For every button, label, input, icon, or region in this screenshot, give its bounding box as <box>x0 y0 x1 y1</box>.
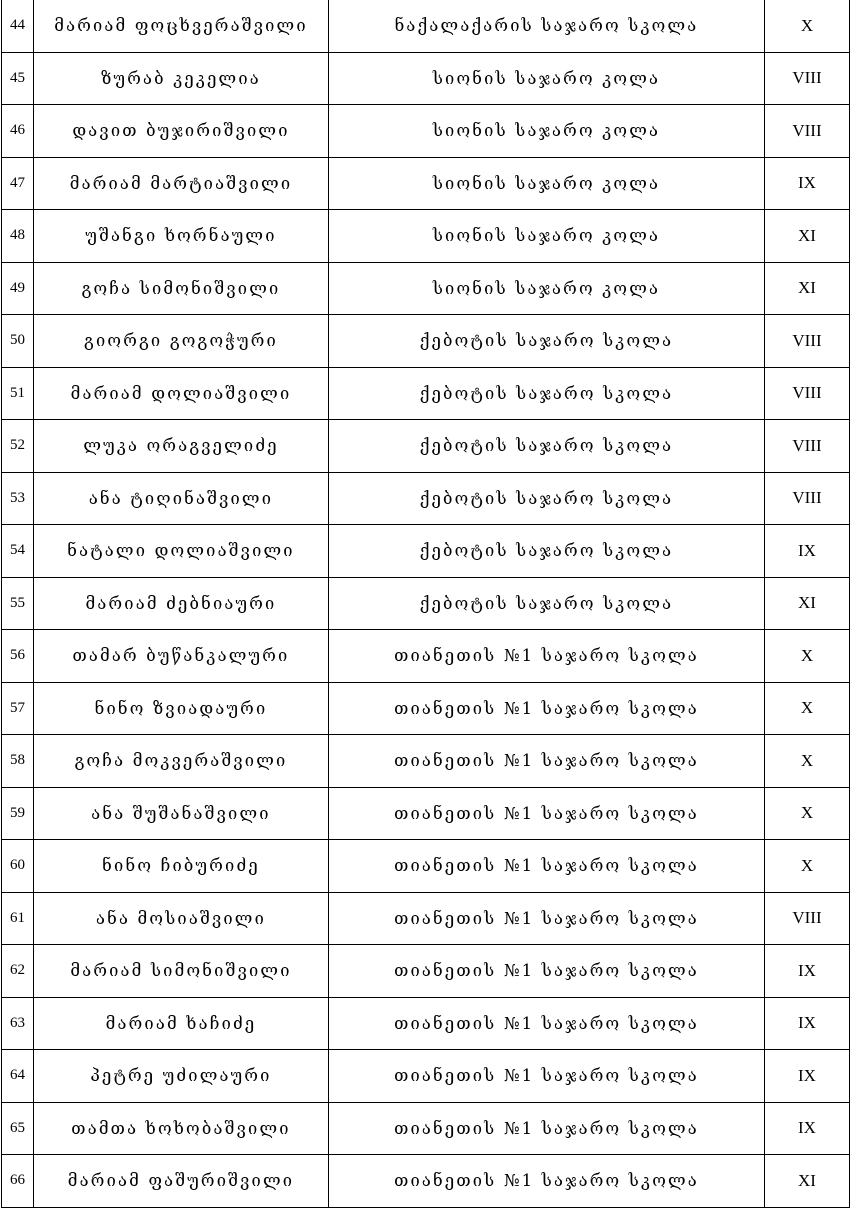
grade-cell: X <box>765 787 850 840</box>
school-name-cell: სიონის საჯარო კოლა <box>329 52 765 105</box>
student-name-cell: მარიამ ხაჩიძე <box>34 997 329 1050</box>
row-number-cell: 46 <box>2 105 34 158</box>
school-name-cell: ქებოტის საჯარო სკოლა <box>329 420 765 473</box>
table-row <box>2 840 850 893</box>
grade-cell: VIII <box>765 892 850 945</box>
row-number-cell: 66 <box>2 1155 34 1208</box>
table-row <box>2 630 850 683</box>
row-number-cell: 62 <box>2 945 34 998</box>
grade-cell: VIII <box>765 105 850 158</box>
grade-cell: XI <box>765 577 850 630</box>
table-row <box>2 105 850 158</box>
student-name-cell: ნინო ზვიადაური <box>34 682 329 735</box>
school-name-cell: თიანეთის №1 საჯარო სკოლა <box>329 1050 765 1103</box>
school-name-cell: თიანეთის №1 საჯარო სკოლა <box>329 840 765 893</box>
table-row <box>2 577 850 630</box>
school-name-cell: თიანეთის №1 საჯარო სკოლა <box>329 997 765 1050</box>
student-name-cell: ანა ტიღინაშვილი <box>34 472 329 525</box>
student-name-cell: გოჩა მოკვერაშვილი <box>34 735 329 788</box>
student-name-cell: უშანგი ხორნაული <box>34 210 329 263</box>
row-number-cell: 47 <box>2 157 34 210</box>
row-number-cell: 50 <box>2 315 34 368</box>
table-row <box>2 1102 850 1155</box>
school-name-cell: თიანეთის №1 საჯარო სკოლა <box>329 735 765 788</box>
grade-cell: IX <box>765 945 850 998</box>
table-row <box>2 945 850 998</box>
row-number-cell: 44 <box>2 0 34 52</box>
school-name-cell: სიონის საჯარო კოლა <box>329 262 765 315</box>
student-name-cell: დავით ბუჯირიშვილი <box>34 105 329 158</box>
school-name-cell: სიონის საჯარო კოლა <box>329 210 765 263</box>
student-name-cell: მარიამ მარტიაშვილი <box>34 157 329 210</box>
school-name-cell: თიანეთის №1 საჯარო სკოლა <box>329 682 765 735</box>
grade-cell: XI <box>765 1155 850 1208</box>
student-name-cell: ზურაბ კეკელია <box>34 52 329 105</box>
table-row <box>2 420 850 473</box>
grade-cell: VIII <box>765 315 850 368</box>
row-number-cell: 58 <box>2 735 34 788</box>
grade-cell: VIII <box>765 52 850 105</box>
school-name-cell: თიანეთის №1 საჯარო სკოლა <box>329 1102 765 1155</box>
row-number-cell: 51 <box>2 367 34 420</box>
table-row <box>2 1050 850 1103</box>
grade-cell: VIII <box>765 472 850 525</box>
school-name-cell: თიანეთის №1 საჯარო სკოლა <box>329 1155 765 1208</box>
student-name-cell: მარიამ ძებნიაური <box>34 577 329 630</box>
school-name-cell: ნაქალაქარის საჯარო სკოლა <box>329 0 765 52</box>
student-name-cell: გიორგი გოგოჭური <box>34 315 329 368</box>
row-number-cell: 63 <box>2 997 34 1050</box>
student-name-cell: მარიამ ფაშურიშვილი <box>34 1155 329 1208</box>
row-number-cell: 53 <box>2 472 34 525</box>
student-name-cell: ანა შუშანაშვილი <box>34 787 329 840</box>
table-row <box>2 787 850 840</box>
school-name-cell: ქებოტის საჯარო სკოლა <box>329 525 765 578</box>
row-number-cell: 59 <box>2 787 34 840</box>
row-number-cell: 55 <box>2 577 34 630</box>
row-number-cell: 49 <box>2 262 34 315</box>
table-row <box>2 735 850 788</box>
row-number-cell: 61 <box>2 892 34 945</box>
school-name-cell: ქებოტის საჯარო სკოლა <box>329 367 765 420</box>
table-row <box>2 52 850 105</box>
student-name-cell: მარიამ სიმონიშვილი <box>34 945 329 998</box>
participants-table <box>1 0 850 1208</box>
grade-cell: VIII <box>765 420 850 473</box>
grade-cell: IX <box>765 997 850 1050</box>
table-row <box>2 0 850 52</box>
table-row <box>2 367 850 420</box>
grade-cell: VIII <box>765 367 850 420</box>
row-number-cell: 64 <box>2 1050 34 1103</box>
student-name-cell: პეტრე უძილაური <box>34 1050 329 1103</box>
row-number-cell: 45 <box>2 52 34 105</box>
student-name-cell: თამთა ხოხობაშვილი <box>34 1102 329 1155</box>
table-row <box>2 525 850 578</box>
grade-cell: X <box>765 0 850 52</box>
school-name-cell: სიონის საჯარო კოლა <box>329 105 765 158</box>
table-row <box>2 210 850 263</box>
table-row <box>2 682 850 735</box>
student-name-cell: ნინო ჩიბურიძე <box>34 840 329 893</box>
school-name-cell: თიანეთის №1 საჯარო სკოლა <box>329 630 765 683</box>
grade-cell: IX <box>765 1050 850 1103</box>
student-name-cell: მარიამ ფოცხვერაშვილი <box>34 0 329 52</box>
table-row <box>2 472 850 525</box>
row-number-cell: 52 <box>2 420 34 473</box>
table-row <box>2 157 850 210</box>
student-name-cell: ლუკა ორაგველიძე <box>34 420 329 473</box>
table-row <box>2 997 850 1050</box>
grade-cell: X <box>765 630 850 683</box>
row-number-cell: 56 <box>2 630 34 683</box>
table-row <box>2 1155 850 1208</box>
student-name-cell: თამარ ბუწანკალური <box>34 630 329 683</box>
table-body <box>2 0 850 1207</box>
grade-cell: X <box>765 682 850 735</box>
school-name-cell: სიონის საჯარო კოლა <box>329 157 765 210</box>
school-name-cell: ქებოტის საჯარო სკოლა <box>329 577 765 630</box>
table-row <box>2 262 850 315</box>
row-number-cell: 57 <box>2 682 34 735</box>
table-row <box>2 315 850 368</box>
student-name-cell: გოჩა სიმონიშვილი <box>34 262 329 315</box>
school-name-cell: თიანეთის №1 საჯარო სკოლა <box>329 787 765 840</box>
row-number-cell: 60 <box>2 840 34 893</box>
row-number-cell: 54 <box>2 525 34 578</box>
grade-cell: X <box>765 840 850 893</box>
grade-cell: IX <box>765 157 850 210</box>
grade-cell: XI <box>765 210 850 263</box>
student-name-cell: მარიამ დოლიაშვილი <box>34 367 329 420</box>
school-name-cell: თიანეთის №1 საჯარო სკოლა <box>329 892 765 945</box>
grade-cell: IX <box>765 1102 850 1155</box>
school-name-cell: ქებოტის საჯარო სკოლა <box>329 472 765 525</box>
student-name-cell: ანა მოსიაშვილი <box>34 892 329 945</box>
row-number-cell: 65 <box>2 1102 34 1155</box>
grade-cell: X <box>765 735 850 788</box>
school-name-cell: თიანეთის №1 საჯარო სკოლა <box>329 945 765 998</box>
table-row <box>2 892 850 945</box>
row-number-cell: 48 <box>2 210 34 263</box>
student-name-cell: ნატალი დოლიაშვილი <box>34 525 329 578</box>
grade-cell: IX <box>765 525 850 578</box>
school-name-cell: ქებოტის საჯარო სკოლა <box>329 315 765 368</box>
grade-cell: XI <box>765 262 850 315</box>
